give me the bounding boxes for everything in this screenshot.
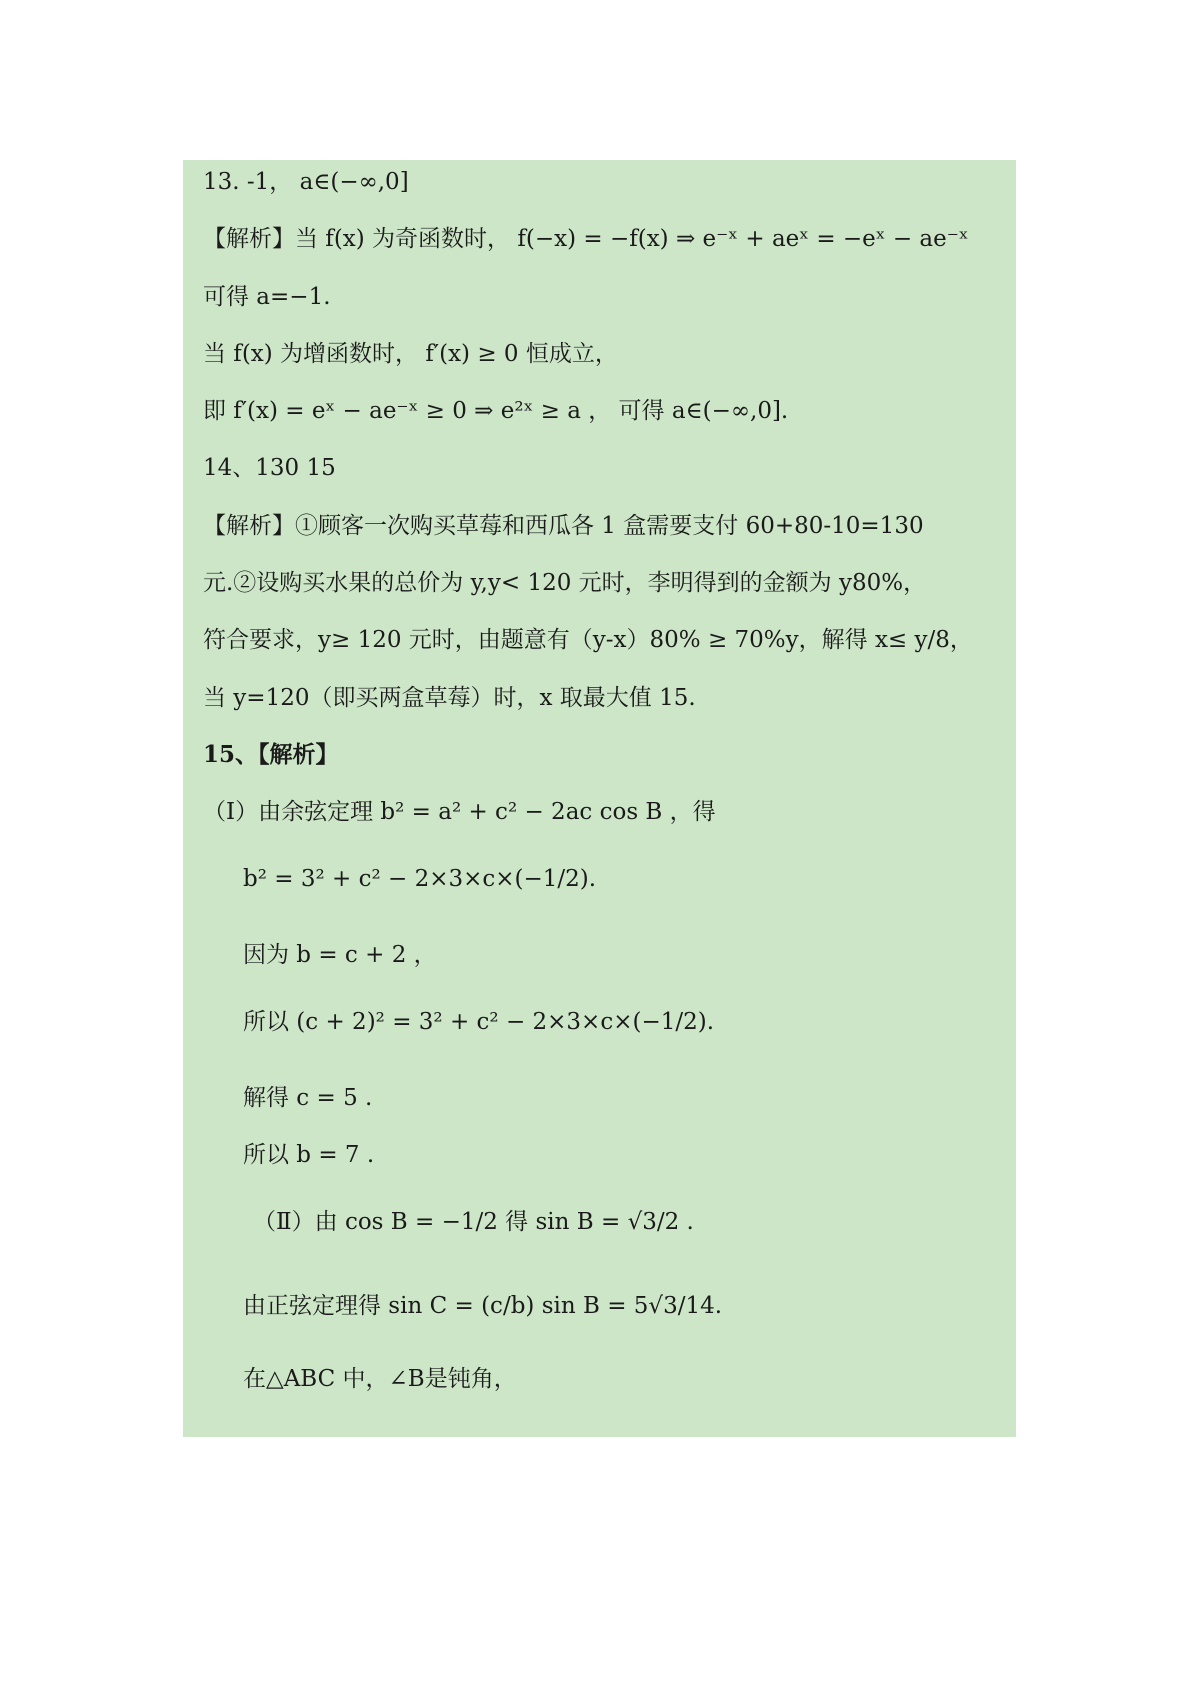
analysis-14-d: 当 y=120（即买两盒草莓）时，x 取最大值 15. bbox=[203, 685, 696, 711]
analysis-14-a: 【解析】①顾客一次购买草莓和西瓜各 1 盒需要支付 60+80-10=130 bbox=[203, 513, 924, 539]
part-1-step-3: 所以 (c + 2)² = 3² + c² − 2×3×c×(−1/2). bbox=[243, 1009, 715, 1035]
analysis-14-b: 元.②设购买水果的总价为 y,y< 120 元时，李明得到的金额为 y80%， bbox=[203, 570, 927, 596]
part-1-step-2: 因为 b = c + 2 ， bbox=[243, 942, 437, 968]
part-1-heading: （Ⅰ）由余弦定理 b² = a² + c² − 2ac cos B ，得 bbox=[203, 799, 716, 825]
analysis-14-c: 符合要求，y≥ 120 元时，由题意有（y-x）80% ≥ 70%y，解得 x≤ y/8， bbox=[203, 627, 973, 653]
answer-14: 14、130 15 bbox=[203, 455, 336, 481]
part-2-heading: （Ⅱ）由 cos B = −1/2 得 sin B = √3/2 . bbox=[253, 1209, 694, 1235]
part-2-step-2: 在△ABC 中，∠B是钝角， bbox=[243, 1366, 517, 1392]
part-1-step-5: 所以 b = 7 . bbox=[243, 1142, 375, 1168]
part-2-step-1: 由正弦定理得 sin C = (c/b) sin B = 5√3/14. bbox=[243, 1293, 723, 1319]
analysis-13-d: 即 f′(x) = eˣ − ae⁻ˣ ≥ 0 ⇒ e²ˣ ≥ a ， 可得 a∈(−∞,0]. bbox=[203, 398, 789, 424]
analysis-13-a: 【解析】当 f(x) 为奇函数时， f(−x) = −f(x) ⇒ e⁻ˣ + aeˣ = −eˣ − ae⁻ˣ bbox=[203, 226, 969, 252]
answer-13: 13. -1， a∈(−∞,0] bbox=[203, 169, 409, 195]
part-1-step-1: b² = 3² + c² − 2×3×c×(−1/2). bbox=[243, 866, 597, 892]
answer-15-heading: 15、【解析】 bbox=[203, 741, 339, 768]
part-1-step-4: 解得 c = 5 . bbox=[243, 1085, 373, 1111]
analysis-13-b: 可得 a=−1. bbox=[203, 284, 331, 310]
analysis-13-c: 当 f(x) 为增函数时， f′(x) ≥ 0 恒成立， bbox=[203, 341, 618, 367]
